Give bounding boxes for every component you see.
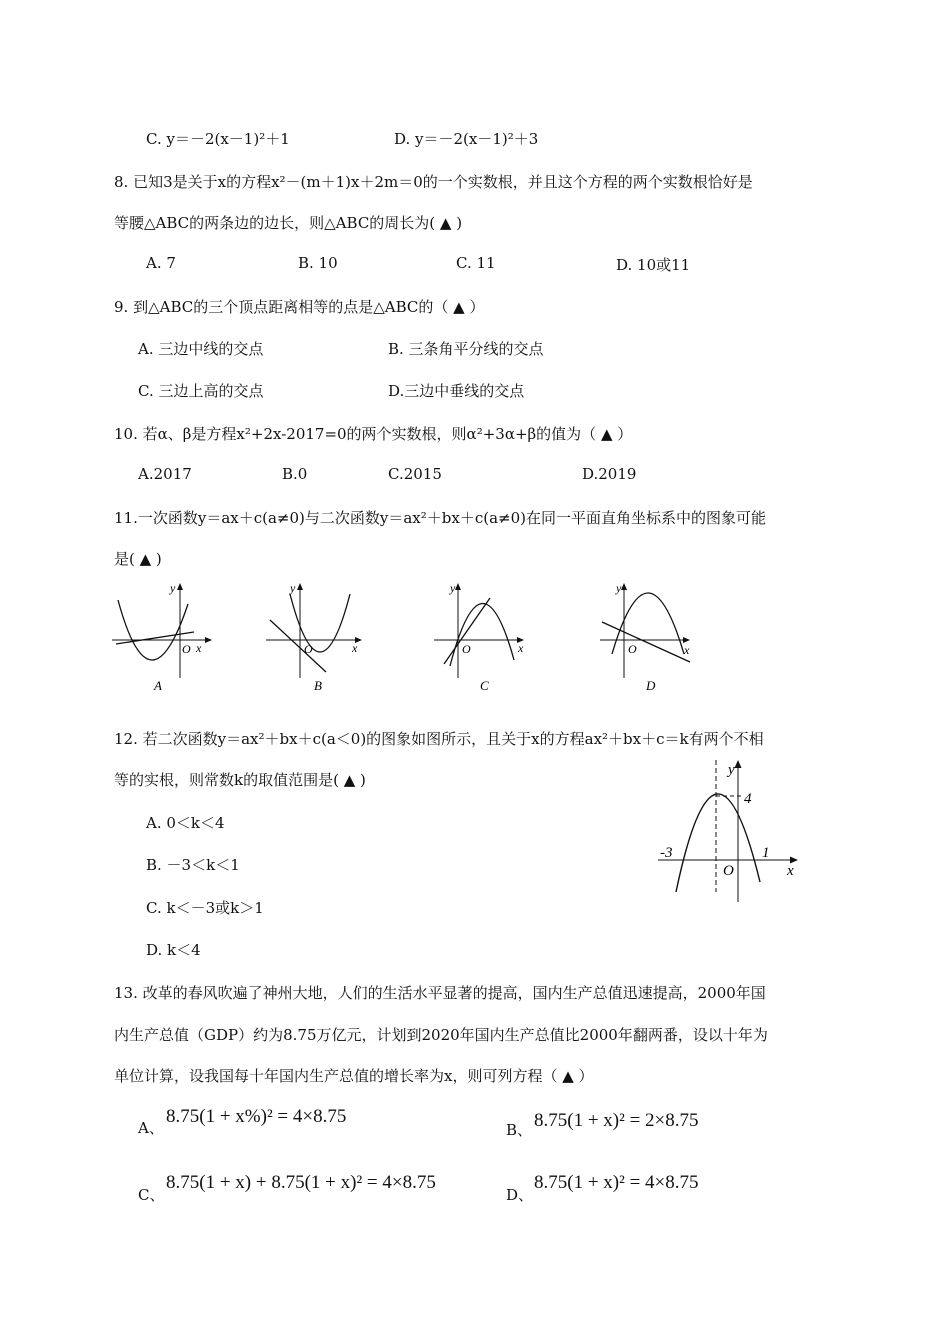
fig-d-origin: O <box>628 642 637 656</box>
q12-option-b: B. －3＜k＜1 <box>146 856 240 874</box>
q11-figure-a <box>108 578 218 698</box>
q12-fig-left-root: -3 <box>660 845 673 861</box>
fig-b-origin: O <box>304 642 313 656</box>
q13-stem-line2: 内生产总值（GDP）约为8.75万亿元，计划到2020年国内生产总值比2000年翻两番，设以十年为 <box>114 1026 768 1044</box>
q12-parabola-figure <box>650 756 810 906</box>
q12-stem-line2: 等的实根，则常数k的取值范围是( ▲ ) <box>114 771 366 789</box>
q9-option-a: A. 三边中线的交点 <box>138 340 264 358</box>
q9-option-b: B. 三条角平分线的交点 <box>388 340 544 358</box>
fig-a-y-label: y <box>170 581 176 595</box>
q10-option-a: A.2017 <box>138 465 192 483</box>
fig-c-x-label: x <box>518 641 524 655</box>
q13-option-a-prefix: A、 <box>138 1119 164 1137</box>
q13-option-d-prefix: D、 <box>506 1186 534 1204</box>
fig-b-y-label: y <box>290 581 296 595</box>
fig-d-label: D <box>646 678 656 693</box>
q13-option-c-prefix: C、 <box>138 1186 165 1204</box>
q12-fig-y-label: y <box>728 762 735 778</box>
q8-stem-line1: 8. 已知3是关于x的方程x²－(m＋1)x＋2m＝0的一个实数根，并且这个方程的两个实数根恰好是 <box>114 173 753 191</box>
q10-option-c: C.2015 <box>388 465 442 483</box>
fig-c-label: C <box>480 678 489 693</box>
q12-stem-line1: 12. 若二次函数y＝ax²＋bx＋c(a＜0)的图象如图所示，且关于x的方程ax²＋bx＋c＝k有两个不相 <box>114 730 764 748</box>
q12-option-d: D. k＜4 <box>146 941 201 959</box>
q11-stem-line1: 11.一次函数y＝ax＋c(a≠0)与二次函数y＝ax²＋bx＋c(a≠0)在同一平面直角坐标系中的图象可能 <box>114 509 767 527</box>
q8-option-c: C. 11 <box>456 254 496 272</box>
q12-fig-peak-label: 4 <box>744 791 752 807</box>
q9-option-d: D.三边中垂线的交点 <box>388 382 525 400</box>
fig-c-y-label: y <box>450 581 456 595</box>
q13-option-b-equation: 8.75(1 + x)² = 2×8.75 <box>534 1110 699 1131</box>
q10-option-b: B.0 <box>282 465 308 483</box>
q13-option-d-equation: 8.75(1 + x)² = 4×8.75 <box>534 1172 699 1193</box>
fig-a-x-label: x <box>196 641 202 655</box>
q11-figure-d <box>594 578 704 698</box>
q13-stem-line1: 13. 改革的春风吹遍了神州大地，人们的生活水平显著的提高，国内生产总值迅速提高，2000年国 <box>114 984 766 1002</box>
q13-stem-line3: 单位计算，设我国每十年国内生产总值的增长率为x，则可列方程（ ▲ ） <box>114 1067 594 1085</box>
fig-d-y-label: y <box>616 581 622 595</box>
q12-fig-x-label: x <box>787 863 794 879</box>
q12-fig-origin: O <box>723 863 734 879</box>
fig-b-x-label: x <box>352 641 358 655</box>
q11-stem-line2: 是( ▲ ) <box>114 550 162 568</box>
fig-d-x-label: x <box>684 643 690 657</box>
fig-b-label: B <box>314 678 322 693</box>
q8-stem-line2: 等腰△ABC的两条边的边长，则△ABC的周长为( ▲ ) <box>114 214 463 232</box>
fig-c-origin: O <box>462 642 471 656</box>
q9-option-c: C. 三边上高的交点 <box>138 382 264 400</box>
fig-a-origin: O <box>182 642 191 656</box>
q8-option-d: D. 10或11 <box>616 256 691 274</box>
q11-figure-c <box>428 578 538 698</box>
q7-option-d: D. y＝－2(x－1)²＋3 <box>394 130 539 148</box>
q13-option-b-prefix: B、 <box>506 1121 533 1139</box>
fig-a-label: A <box>154 678 162 693</box>
q7-option-c: C. y＝－2(x－1)²＋1 <box>146 130 290 148</box>
q11-figure-b <box>262 578 372 698</box>
q12-option-c: C. k＜－3或k＞1 <box>146 899 264 917</box>
q8-option-a: A. 7 <box>146 254 176 272</box>
q13-option-a-equation: 8.75(1 + x%)² = 4×8.75 <box>166 1106 347 1127</box>
q12-fig-right-root: 1 <box>762 845 770 861</box>
q9-stem: 9. 到△ABC的三个顶点距离相等的点是△ABC的（ ▲ ） <box>114 298 485 316</box>
q10-option-d: D.2019 <box>582 465 637 483</box>
q13-option-c-equation: 8.75(1 + x) + 8.75(1 + x)² = 4×8.75 <box>166 1172 436 1193</box>
q12-option-a: A. 0＜k＜4 <box>146 814 225 832</box>
q10-stem: 10. 若α、β是方程x²+2x-2017=0的两个实数根，则α²+3α+β的值为（ ▲ ） <box>114 425 633 443</box>
q8-option-b: B. 10 <box>298 254 338 272</box>
